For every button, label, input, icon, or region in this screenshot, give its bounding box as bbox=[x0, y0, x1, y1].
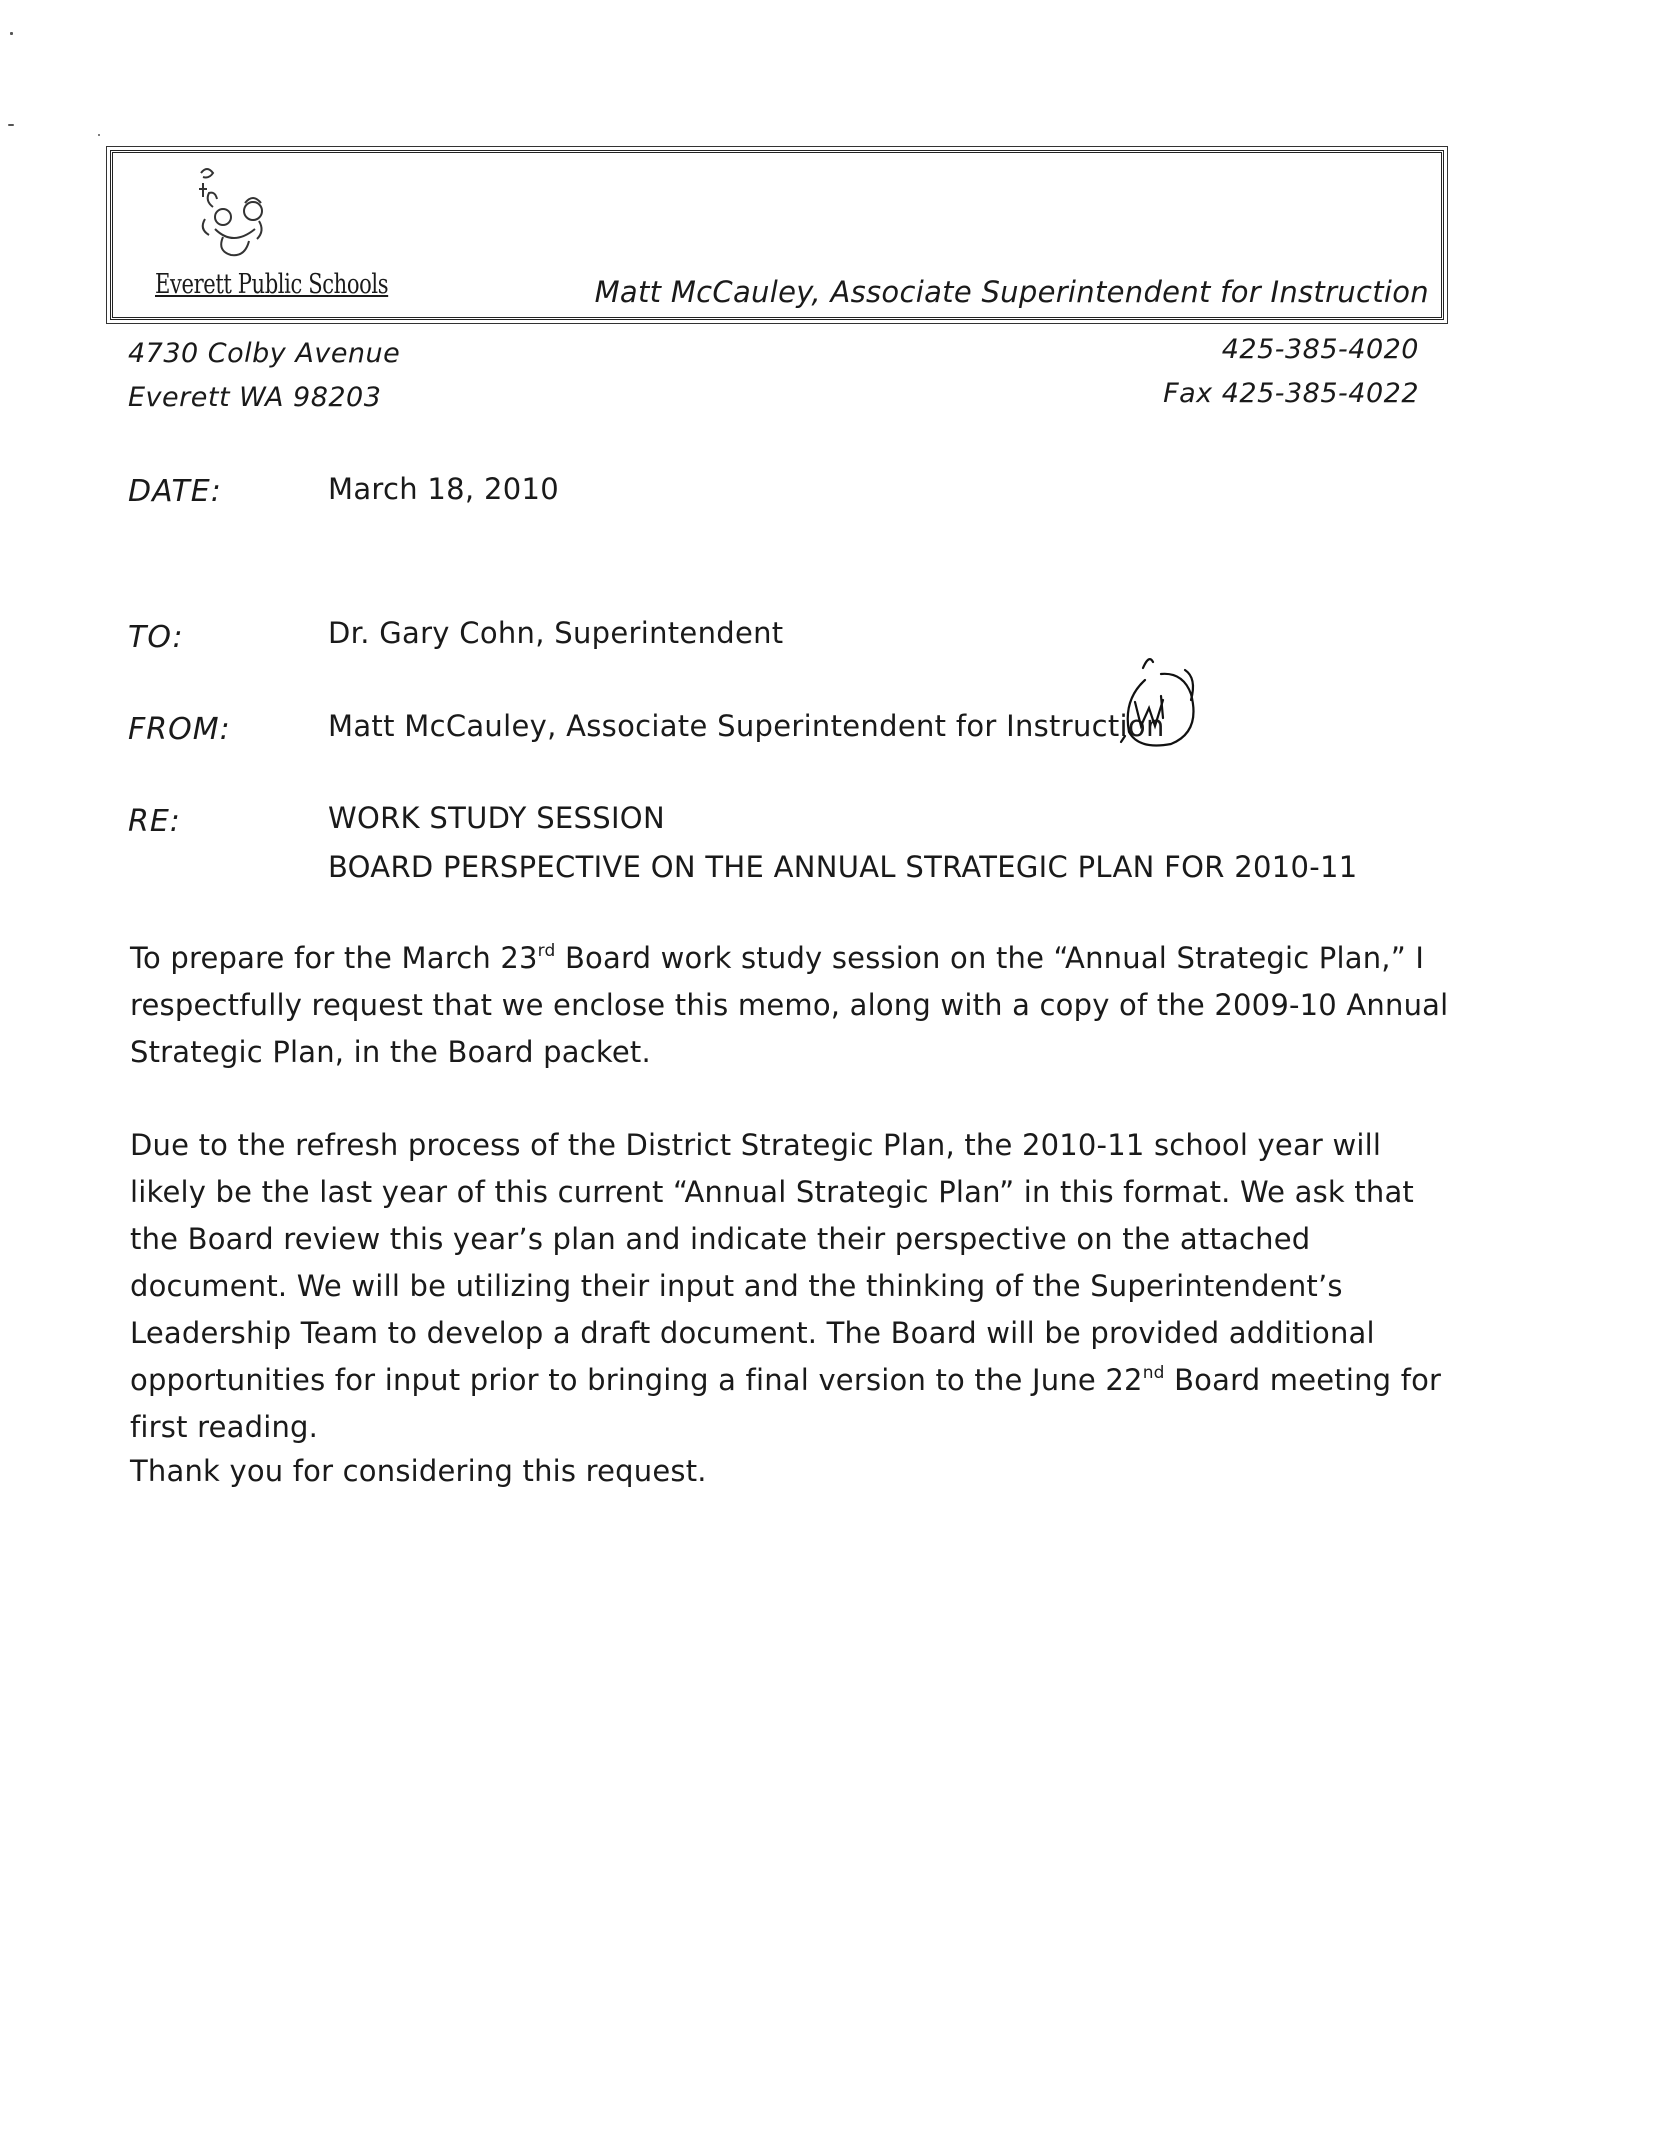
body-paragraph-2 bbox=[130, 1122, 1460, 1451]
from-value: Matt McCauley, Associate Superintendent for Instruction bbox=[328, 709, 1165, 743]
handwritten-initials-signature bbox=[1115, 640, 1210, 755]
date-value: March 18, 2010 bbox=[328, 472, 559, 506]
paragraph-1-text-a: To prepare for the March 23 bbox=[130, 941, 538, 975]
ordinal-suffix: nd bbox=[1142, 1363, 1165, 1383]
school-logo-icon bbox=[173, 159, 283, 269]
paragraph-1-text-b: Board work study session on the “Annual Strategic Plan,” I respectfully request that we enclose this memo, along with a copy of the 2009-10 Annual Strategic Plan, in the Board packet. bbox=[130, 941, 1449, 1069]
body-paragraph-3: Thank you for considering this request. bbox=[130, 1454, 707, 1488]
letterhead-title: Matt McCauley, Associate Superintendent for Instruction bbox=[594, 275, 1429, 309]
scan-speck bbox=[8, 124, 14, 126]
re-label: RE: bbox=[128, 804, 181, 839]
scan-speck bbox=[10, 32, 13, 35]
re-line-2: BOARD PERSPECTIVE ON THE ANNUAL STRATEGIC PLAN FOR 2010-11 bbox=[328, 850, 1358, 884]
paragraph-2-text-a: Due to the refresh process of the District Strategic Plan, the 2010-11 school year will likely be the last year of this current “Annual Strategic Plan” in this format. We ask that the Board review this year’s plan and indicate their perspective on the attached document. We will be utilizing their input and the thinking of the Superintendent’s Leadership Team to develop a draft document. The Board will be provided additional opportunities for input prior to bringing a final version to the June 22 bbox=[130, 1128, 1414, 1397]
school-name: Everett Public Schools bbox=[155, 269, 389, 300]
body-paragraph-1 bbox=[130, 935, 1460, 1076]
date-label: DATE: bbox=[128, 474, 222, 509]
address-line-1: 4730 Colby Avenue bbox=[128, 338, 401, 369]
ordinal-suffix: rd bbox=[537, 941, 556, 961]
letterhead-frame bbox=[110, 150, 1444, 320]
re-line-1: WORK STUDY SESSION bbox=[328, 801, 665, 835]
address-line-2: Everett WA 98203 bbox=[128, 382, 382, 413]
to-label: TO: bbox=[128, 620, 184, 655]
fax-number: Fax 425-385-4022 bbox=[1163, 378, 1419, 409]
from-label: FROM: bbox=[128, 712, 231, 747]
to-value: Dr. Gary Cohn, Superintendent bbox=[328, 616, 784, 650]
paragraph-2-text-b: Board meeting for first reading. bbox=[130, 1363, 1442, 1444]
phone-number: 425-385-4020 bbox=[1221, 334, 1419, 365]
scan-speck bbox=[98, 134, 100, 136]
